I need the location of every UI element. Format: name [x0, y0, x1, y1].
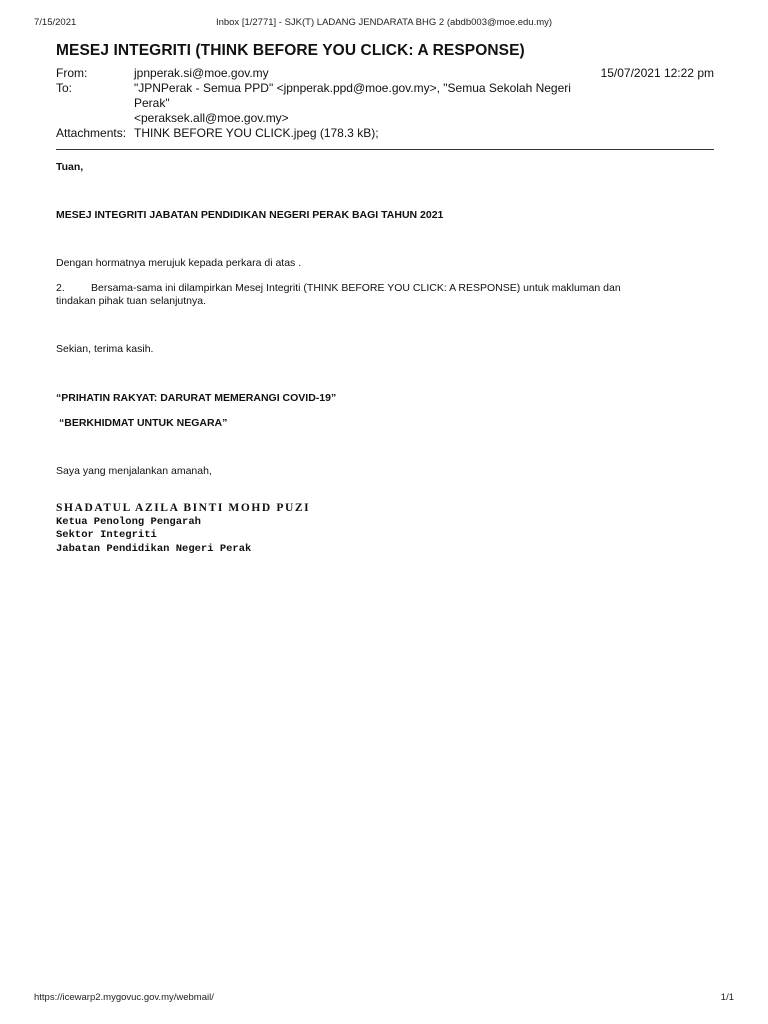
from-row	[56, 66, 714, 81]
paragraph-2-line-1: Bersama-sama ini dilampirkan Mesej Integriti (THINK BEFORE YOU CLICK: A RESPONSE) untuk makluman dan	[91, 282, 621, 294]
sign-off: Saya yang menjalankan amanah,	[56, 465, 212, 477]
print-page-title: Inbox [1/2771] - SJK(T) LADANG JENDARATA BHG 2 (abdb003@moe.edu.my)	[215, 17, 553, 28]
print-footer	[34, 992, 734, 1004]
sender-address[interactable]: jpnperak.si@moe.gov.my	[134, 66, 269, 80]
body-paragraph-2	[56, 282, 714, 308]
email-subject: MESEJ INTEGRITI (THINK BEFORE YOU CLICK: A RESPONSE)	[56, 42, 525, 59]
signatory-name: SHADATUL AZILA BINTI MOHD PUZI	[56, 502, 311, 514]
signatory-department: Jabatan Pendidikan Negeri Perak	[56, 542, 252, 555]
page-url: https://icewarp2.mygovuc.gov.my/webmail/	[34, 992, 214, 1003]
slogan-2: “BERKHIDMAT UNTUK NEGARA”	[59, 417, 228, 429]
to-row	[56, 81, 714, 126]
page-count: 1/1	[720, 992, 734, 1003]
print-date: 7/15/2021	[34, 17, 77, 28]
recipients[interactable]	[134, 81, 604, 126]
paragraph-2-line-2: tindakan pihak tuan selanjutnya.	[56, 295, 207, 307]
signatory-position: Ketua Penolong Pengarah	[56, 515, 201, 528]
print-header	[34, 17, 734, 31]
attachments-row	[56, 126, 714, 141]
salutation: Tuan,	[56, 161, 84, 173]
attachments-label: Attachments:	[56, 126, 127, 140]
recipients-line-1: "JPNPerak - Semua PPD" <jpnperak.ppd@moe.gov.my>, "Semua Sekolah Negeri Perak"	[134, 81, 571, 110]
email-date: 15/07/2021 12:22 pm	[600, 66, 714, 80]
attachment-link[interactable]: THINK BEFORE YOU CLICK.jpeg (178.3 kB);	[134, 126, 379, 140]
signatory-sector: Sektor Integriti	[56, 529, 157, 541]
to-label: To:	[56, 81, 73, 95]
email-meta	[56, 66, 714, 141]
slogan-1: “PRIHATIN RAKYAT: DARURAT MEMERANGI COVID-19”	[56, 392, 337, 404]
email-body	[56, 150, 714, 570]
paragraph-number: 2.	[56, 282, 65, 294]
email-message	[56, 40, 714, 570]
from-label: From:	[56, 66, 88, 80]
closing-line: Sekian, terima kasih.	[56, 343, 154, 355]
body-heading: MESEJ INTEGRITI JABATAN PENDIDIKAN NEGERI PERAK BAGI TAHUN 2021	[56, 209, 444, 221]
recipients-line-2: <peraksek.all@moe.gov.my>	[134, 111, 289, 125]
body-paragraph-1: Dengan hormatnya merujuk kepada perkara di atas .	[56, 257, 302, 269]
signature-block	[56, 502, 714, 556]
